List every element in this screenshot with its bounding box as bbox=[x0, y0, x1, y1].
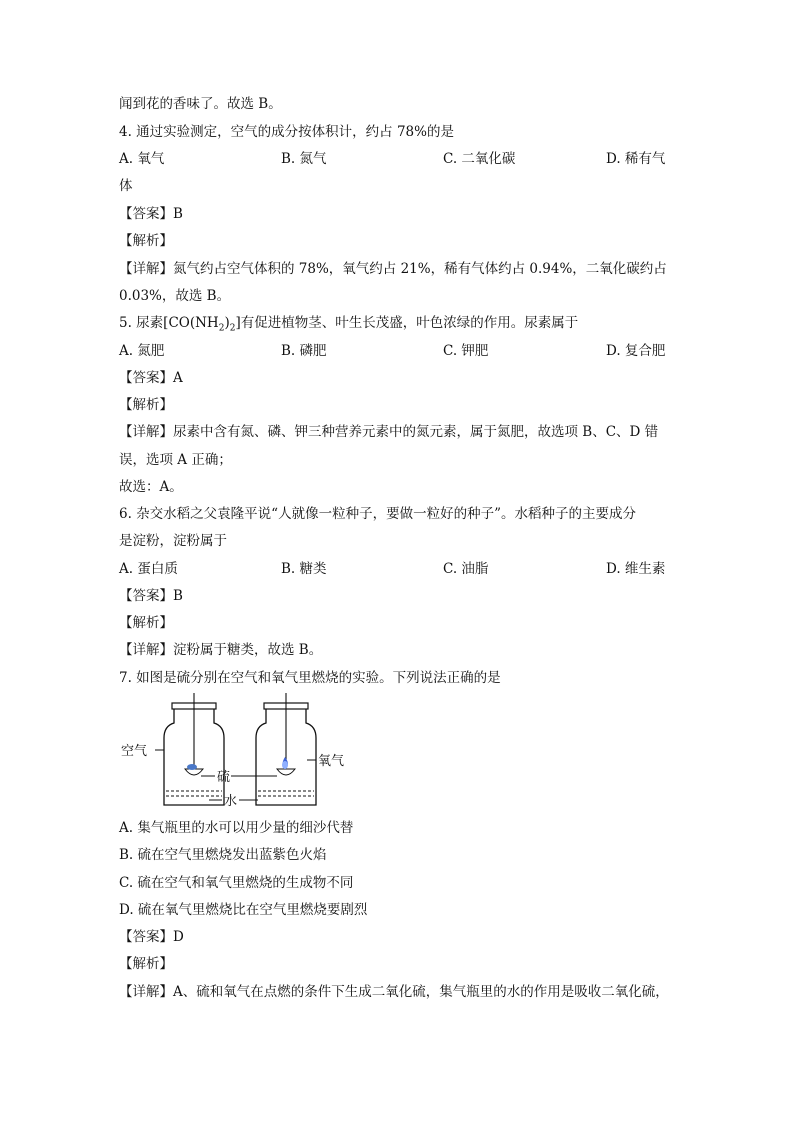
q4-analysis-heading: 【解析】 bbox=[119, 233, 173, 249]
right-gas-bottle bbox=[256, 693, 316, 805]
q5-option-c: C. 钾肥 bbox=[443, 343, 489, 359]
question-4-stem: 4. 通过实验测定，空气的成分按体积计，约占 78%的是 bbox=[119, 124, 454, 140]
q5-analysis-heading: 【解析】 bbox=[119, 397, 173, 413]
label-oxygen: 氧气 bbox=[318, 754, 345, 769]
q5-option-b: B. 磷肥 bbox=[281, 343, 327, 359]
q7-option-d: D. 硫在氧气里燃烧比在空气里燃烧要剧烈 bbox=[119, 902, 368, 918]
q5-subscript: 2 bbox=[218, 323, 225, 334]
q4-option-d-cont: 体 bbox=[119, 178, 133, 194]
question-7-stem: 7. 如图是硫分别在空气和氧气里燃烧的实验。下列说法正确的是 bbox=[119, 670, 501, 686]
q6-option-c: C. 油脂 bbox=[443, 561, 489, 577]
q5-explanation-3: 故选：A。 bbox=[119, 479, 183, 495]
q6-option-a: A. 蛋白质 bbox=[119, 561, 178, 577]
q4-option-a: A. 氧气 bbox=[119, 151, 165, 167]
q6-option-d: D. 维生素 bbox=[606, 561, 666, 577]
q4-option-b: B. 氮气 bbox=[281, 151, 327, 167]
label-air: 空气 bbox=[121, 744, 148, 759]
q4-answer: 【答案】B bbox=[119, 206, 183, 222]
question-6-stem-2: 是淀粉，淀粉属于 bbox=[119, 533, 227, 549]
question-6-stem-1: 6. 杂交水稻之父袁隆平说“人就像一粒种子，要做一粒好的种子”。水稻种子的主要成分 bbox=[119, 506, 636, 522]
q7-explanation: 【详解】A、硫和氧气在点燃的条件下生成二氧化硫，集气瓶里的水的作用是吸收二氧化硫， bbox=[119, 984, 669, 1000]
question-5-stem bbox=[119, 314, 578, 338]
q6-analysis-heading: 【解析】 bbox=[119, 615, 173, 631]
label-sulfur: 硫 bbox=[217, 770, 231, 785]
q7-option-b: B. 硫在空气里燃烧发出蓝紫色火焰 bbox=[119, 847, 327, 863]
q5-option-d: D. 复合肥 bbox=[606, 343, 666, 359]
text-line: 闻到花的香味了。故选 B。 bbox=[119, 96, 282, 112]
q6-option-b: B. 糖类 bbox=[281, 561, 327, 577]
q5-stem-part: ) bbox=[224, 315, 230, 331]
q5-option-a: A. 氮肥 bbox=[119, 343, 165, 359]
q5-answer: 【答案】A bbox=[119, 370, 183, 386]
q4-option-c: C. 二氧化碳 bbox=[443, 151, 516, 167]
q4-explanation-2: 0.03%，故选 B。 bbox=[119, 288, 231, 304]
left-gas-bottle bbox=[164, 693, 224, 805]
q7-option-a: A. 集气瓶里的水可以用少量的细沙代替 bbox=[119, 820, 354, 836]
label-water: 水 bbox=[224, 794, 238, 809]
q6-answer: 【答案】B bbox=[119, 588, 183, 604]
q5-subscript: 2 bbox=[229, 323, 236, 334]
sulfur-combustion-figure bbox=[119, 693, 349, 813]
q4-explanation-1: 【详解】氮气约占空气体积的 78%，氧气约占 21%，稀有气体约占 0.94%，二氧化碳约占 bbox=[119, 261, 667, 277]
q6-explanation: 【详解】淀粉属于糖类，故选 B。 bbox=[119, 642, 323, 658]
q5-stem-part: ]有促进植物茎、叶生长茂盛，叶色浓绿的作用。尿素属于 bbox=[235, 315, 579, 331]
q4-option-d: D. 稀有气 bbox=[606, 151, 666, 167]
q5-explanation-2: 误，选项 A 正确； bbox=[119, 452, 232, 468]
q7-answer: 【答案】D bbox=[119, 929, 184, 945]
q7-analysis-heading: 【解析】 bbox=[119, 956, 173, 972]
q5-stem-part: 5. 尿素[CO(NH bbox=[119, 315, 219, 331]
q5-explanation-1: 【详解】尿素中含有氮、磷、钾三种营养元素中的氮元素，属于氮肥，故选项 B、C、D 错 bbox=[119, 424, 659, 440]
q7-option-c: C. 硫在空气和氧气里燃烧的生成物不同 bbox=[119, 875, 354, 891]
